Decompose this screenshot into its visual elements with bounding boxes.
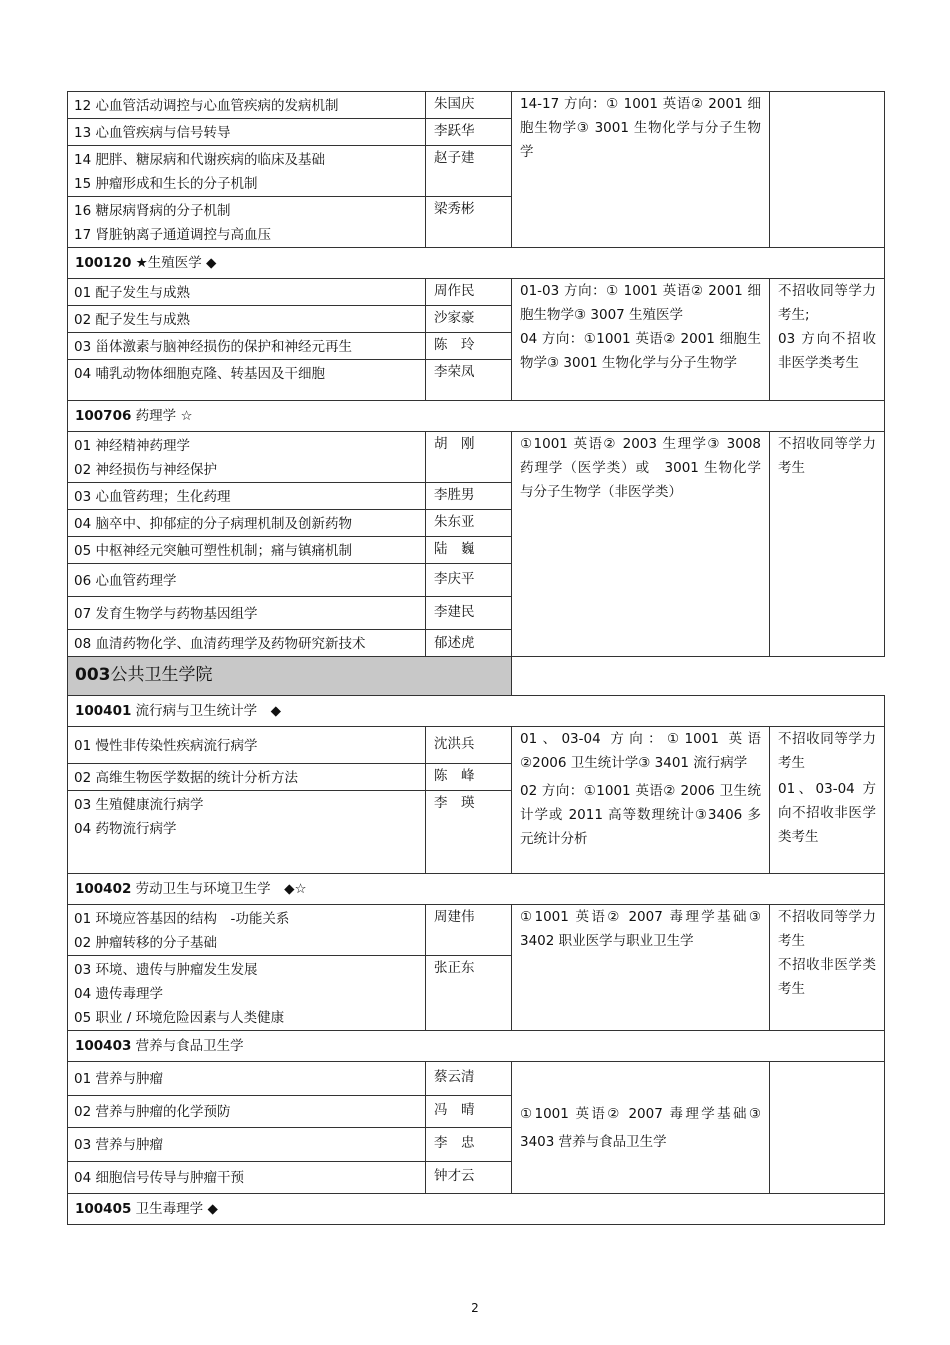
- major-title: 100402 劳动卫生与环境卫生学 ◆☆: [68, 874, 885, 905]
- note-cell: 不招收同等学力考生 01、03-04 方向不招收非医学类考生: [770, 727, 885, 874]
- tutor-cell: 李 忠: [426, 1128, 512, 1162]
- major-header-row: [68, 248, 885, 279]
- tutor-cell: 冯 晴: [426, 1096, 512, 1128]
- tutor-cell: 朱国庆: [426, 92, 512, 119]
- tutor-cell: 陈 峰: [426, 764, 512, 791]
- tutor-cell: 李跃华: [426, 119, 512, 146]
- major-header-row: [68, 1031, 885, 1062]
- tutor-cell: 李建民: [426, 597, 512, 630]
- tutor-cell: 钟才云: [426, 1162, 512, 1194]
- curriculum-cell: 14-17 方向：① 1001 英语② 2001 细胞生物学③ 3001 生物化学与分子生物学: [512, 92, 770, 248]
- admissions-catalog-page: [67, 91, 884, 1225]
- direction-cell: 03 环境、遗传与肿瘤发生发展 04 遗传毒理学 05 职业 / 环境危险因素与人类健康: [68, 956, 426, 1031]
- tutor-cell: 陆 巍: [426, 537, 512, 564]
- school-title: 003公共卫生学院: [68, 657, 512, 696]
- direction-cell: 03 甾体激素与脑神经损伤的保护和神经元再生: [68, 333, 426, 360]
- direction-cell: 04 哺乳动物体细胞克隆、转基因及干细胞: [68, 360, 426, 401]
- table-row: [68, 727, 885, 764]
- table-row: [68, 92, 885, 119]
- tutor-cell: 朱东亚: [426, 510, 512, 537]
- tutor-cell: 胡 刚: [426, 432, 512, 483]
- note-cell: 不招收同等学力考生: [770, 432, 885, 657]
- major-header-row: [68, 401, 885, 432]
- note-cell: [770, 1062, 885, 1194]
- direction-cell: 03 心血管药理；生化药理: [68, 483, 426, 510]
- major-title: 100120 ★生殖医学 ◆: [68, 248, 885, 279]
- direction-cell: 02 高维生物医学数据的统计分析方法: [68, 764, 426, 791]
- page-number: 2: [471, 1301, 479, 1315]
- school-header-row: [68, 657, 885, 696]
- tutor-cell: 沙家豪: [426, 306, 512, 333]
- curriculum-cell: 01、03-04 方向：①1001 英语 ②2006 卫生统计学③ 3401 流行病学 02 方向：①1001 英语② 2006 卫生统计学或 2011 高等数理统计③3406 多元统计分析: [512, 727, 770, 874]
- major-title: 100405 卫生毒理学 ◆: [68, 1194, 885, 1225]
- tutor-cell: 郁述虎: [426, 630, 512, 657]
- curriculum-cell: ①1001 英语② 2003 生理学③ 3008 药理学（医学类）或 3001 生物化学与分子生物学（非医学类）: [512, 432, 770, 657]
- direction-cell: 08 血清药物化学、血清药理学及药物研究新技术: [68, 630, 426, 657]
- note-cell: 不招收同等学力考生; 03 方向不招收非医学类考生: [770, 279, 885, 401]
- direction-cell: 14 肥胖、糖尿病和代谢疾病的临床及基础 15 肿瘤形成和生长的分子机制: [68, 146, 426, 197]
- major-header-row: [68, 874, 885, 905]
- direction-cell: 02 营养与肿瘤的化学预防: [68, 1096, 426, 1128]
- direction-cell: 07 发育生物学与药物基因组学: [68, 597, 426, 630]
- curriculum-cell: ①1001 英语② 2007 毒理学基础③ 3403 营养与食品卫生学: [512, 1062, 770, 1194]
- note-cell: [770, 92, 885, 248]
- direction-cell: 13 心血管疾病与信号转导: [68, 119, 426, 146]
- direction-cell: 01 慢性非传染性疾病流行病学: [68, 727, 426, 764]
- table-row: [68, 905, 885, 956]
- curriculum-cell: ①1001 英语② 2007 毒理学基础③ 3402 职业医学与职业卫生学: [512, 905, 770, 1031]
- direction-cell: 12 心血管活动调控与心血管疾病的发病机制: [68, 92, 426, 119]
- direction-cell: 03 营养与肿瘤: [68, 1128, 426, 1162]
- table-row: [68, 1062, 885, 1096]
- direction-cell: 03 生殖健康流行病学 04 药物流行病学: [68, 791, 426, 874]
- direction-cell: 01 配子发生与成熟: [68, 279, 426, 306]
- tutor-cell: 梁秀彬: [426, 197, 512, 248]
- direction-cell: 01 神经精神药理学 02 神经损伤与神经保护: [68, 432, 426, 483]
- table-row: [68, 279, 885, 306]
- tutor-cell: 蔡云清: [426, 1062, 512, 1096]
- direction-cell: 05 中枢神经元突触可塑性机制；痛与镇痛机制: [68, 537, 426, 564]
- table-row: [68, 432, 885, 483]
- direction-cell: 01 环境应答基因的结构 -功能关系 02 肿瘤转移的分子基础: [68, 905, 426, 956]
- curriculum-cell: 01-03 方向：① 1001 英语② 2001 细胞生物学③ 3007 生殖医学 04 方向：①1001 英语② 2001 细胞生物学③ 3001 生物化学与分子生物学: [512, 279, 770, 401]
- tutor-cell: 李胜男: [426, 483, 512, 510]
- empty-cell: [512, 657, 885, 696]
- major-title: 100401 流行病与卫生统计学 ◆: [68, 696, 885, 727]
- tutor-cell: 赵子建: [426, 146, 512, 197]
- direction-cell: 01 营养与肿瘤: [68, 1062, 426, 1096]
- direction-cell: 02 配子发生与成熟: [68, 306, 426, 333]
- major-title: 100403 营养与食品卫生学: [68, 1031, 885, 1062]
- tutor-cell: 陈 玲: [426, 333, 512, 360]
- major-header-row: [68, 1194, 885, 1225]
- direction-cell: 16 糖尿病肾病的分子机制 17 肾脏钠离子通道调控与高血压: [68, 197, 426, 248]
- direction-cell: 04 脑卒中、抑郁症的分子病理机制及创新药物: [68, 510, 426, 537]
- tutor-cell: 李 瑛: [426, 791, 512, 874]
- tutor-cell: 李荣凤: [426, 360, 512, 401]
- tutor-cell: 李庆平: [426, 564, 512, 597]
- tutor-cell: 沈洪兵: [426, 727, 512, 764]
- direction-cell: 04 细胞信号传导与肿瘤干预: [68, 1162, 426, 1194]
- major-header-row: [68, 696, 885, 727]
- tutor-cell: 周作民: [426, 279, 512, 306]
- tutor-cell: 周建伟: [426, 905, 512, 956]
- direction-cell: 06 心血管药理学: [68, 564, 426, 597]
- major-title: 100706 药理学 ☆: [68, 401, 885, 432]
- note-cell: 不招收同等学力考生 不招收非医学类考生: [770, 905, 885, 1031]
- catalog-table: [67, 91, 885, 1225]
- tutor-cell: 张正东: [426, 956, 512, 1031]
